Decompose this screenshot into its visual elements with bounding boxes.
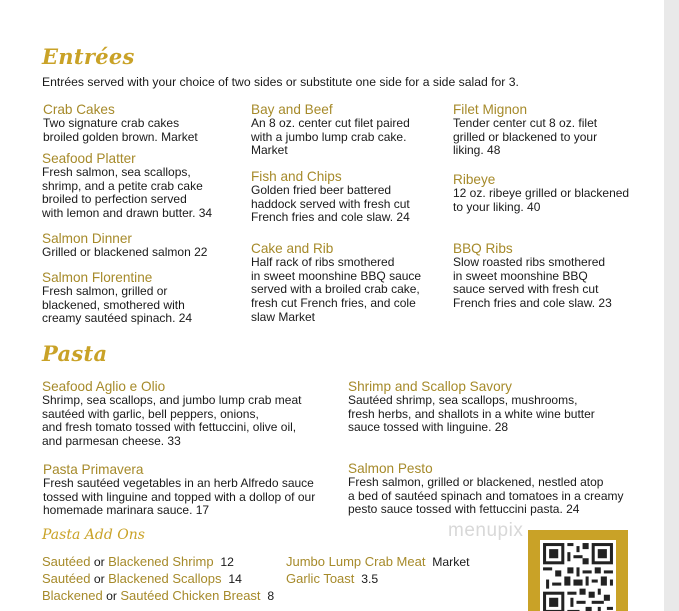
entrees-note: Entrées served with your choice of two sides or substitute one side for a side salad for 3. [42, 75, 519, 89]
item-desc: liking. 48 [453, 143, 501, 158]
menu-item-filet-mignon [453, 102, 597, 158]
item-desc: with lemon and drawn butter. 34 [42, 206, 213, 221]
item-name: Seafood Platter [42, 151, 136, 166]
addon-or: or [93, 572, 105, 586]
addon-chicken [42, 588, 274, 603]
item-desc: An 8 oz. center cut filet paired [251, 116, 410, 130]
item-desc: Market [251, 143, 288, 158]
item-desc: grilled or blackened to your [453, 129, 598, 144]
item-desc: French fries and cole slaw. 23 [453, 296, 612, 311]
item-desc: served with a broiled crab cake, [251, 282, 420, 297]
item-desc: Slow roasted ribs smothered [453, 255, 606, 269]
item-desc: blackened, smothered with [42, 297, 185, 312]
menu-item-ribeye [453, 172, 629, 214]
item-desc: shrimp, and a petite crab cake [42, 178, 203, 193]
item-desc: Grilled or blackened salmon 22 [42, 245, 208, 259]
item-name: Salmon Dinner [42, 231, 132, 246]
qr-code-icon [540, 540, 616, 611]
item-desc: Fresh salmon, grilled or blackened, nestled atop [348, 475, 604, 489]
item-desc: and parmesan cheese. 33 [42, 434, 181, 449]
addon-scallops [42, 571, 242, 586]
item-desc: creamy sautéed spinach. 24 [42, 311, 193, 326]
menu-item-salmon-dinner [42, 231, 207, 260]
addon-option: Sautéed [42, 554, 91, 569]
item-desc: Tender center cut 8 oz. filet [453, 116, 598, 130]
item-desc: a bed of sautéed spinach and tomatoes in a creamy [348, 488, 624, 503]
addon-or: or [106, 589, 117, 603]
addon-price: Market [432, 555, 470, 569]
item-desc: to your liking. 40 [453, 199, 541, 214]
item-desc: haddock served with fresh cut [251, 196, 410, 211]
watermark: menupix [448, 520, 524, 541]
menu-item-cake-and-rib [251, 241, 421, 325]
qr-code[interactable] [528, 530, 628, 611]
item-desc: Fresh sautéed vegetables in an herb Alfredo sauce [43, 476, 314, 490]
item-desc: 12 oz. ribeye grilled or blackened [453, 186, 630, 200]
page-edge [664, 0, 679, 611]
item-desc: sauce served with fresh cut [453, 282, 599, 297]
item-name: Seafood Aglio e Olio [42, 379, 166, 394]
menu-item-seafood-aglio-e-olio [42, 379, 301, 449]
addon-option: Sautéed Chicken Breast [120, 588, 261, 603]
item-desc: homemade marinara sauce. 17 [43, 503, 210, 518]
item-desc: Fresh salmon, sea scallops, [42, 165, 191, 179]
menu-item-fish-and-chips [251, 169, 410, 225]
item-desc: Two signature crab cakes [43, 116, 180, 130]
item-desc: in sweet moonshine BBQ [453, 268, 588, 283]
item-name: Fish and Chips [251, 169, 342, 184]
addon-option: Jumbo Lump Crab Meat [286, 554, 426, 569]
item-name: Shrimp and Scallop Savory [348, 379, 512, 394]
menu-item-shrimp-and-scallop-savory [348, 379, 595, 435]
addon-option: Blackened Shrimp [108, 554, 214, 569]
item-name: Bay and Beef [251, 102, 333, 117]
item-name: Filet Mignon [453, 102, 528, 117]
pasta-heading: Pasta [42, 341, 108, 366]
addon-price: 3.5 [361, 572, 379, 586]
addons-heading: Pasta Add Ons [42, 527, 145, 543]
addon-option: Garlic Toast [286, 571, 355, 586]
menu-item-pasta-primavera [43, 462, 315, 518]
addon-garlic-toast [286, 571, 378, 586]
addon-price: 12 [220, 555, 234, 569]
item-desc: slaw Market [251, 309, 316, 324]
item-desc: Sautéed shrimp, sea scallops, mushrooms, [348, 393, 578, 407]
item-desc: in sweet moonshine BBQ sauce [251, 268, 422, 283]
item-desc: and fresh tomato tossed with fettuccini, olive oil, [42, 420, 297, 435]
addon-price: 14 [228, 572, 242, 586]
item-desc: broiled golden brown. Market [43, 129, 198, 144]
addon-crab-meat [286, 554, 469, 569]
item-desc: Shrimp, sea scallops, and jumbo lump crab meat [42, 393, 302, 407]
item-desc: broiled to perfection served [42, 192, 187, 207]
addon-shrimp [42, 554, 234, 569]
addon-or: or [93, 555, 105, 569]
item-desc: Half rack of ribs smothered [251, 255, 395, 269]
item-desc: French fries and cole slaw. 24 [251, 210, 410, 225]
item-desc: pesto sauce tossed with fettuccini pasta. 24 [348, 502, 580, 517]
addon-option: Sautéed [42, 571, 91, 586]
item-name: Ribeye [453, 172, 496, 187]
item-desc: fresh herbs, and shallots in a white wine butter [348, 406, 595, 421]
addon-price: 8 [267, 589, 275, 603]
entrees-heading: Entrées [42, 44, 135, 69]
menu-item-seafood-platter [42, 151, 212, 221]
menu-item-bbq-ribs [453, 241, 612, 311]
item-desc: sautéed with garlic, bell peppers, onions, [42, 406, 259, 421]
menu-item-salmon-florentine [42, 270, 192, 326]
item-name: Salmon Florentine [42, 270, 153, 285]
menu-item-crab-cakes [43, 102, 198, 144]
item-desc: sauce tossed with linguine. 28 [348, 420, 509, 435]
item-desc: fresh cut French fries, and cole [251, 296, 416, 311]
item-desc: tossed with linguine and topped with a dollop of our [43, 489, 316, 504]
item-desc: with a jumbo lump crab cake. [251, 129, 407, 144]
addon-option: Blackened Scallops [108, 571, 222, 586]
item-desc: Fresh salmon, grilled or [42, 284, 168, 298]
item-name: Crab Cakes [43, 102, 115, 117]
addon-option: Blackened [42, 588, 103, 603]
item-name: Cake and Rib [251, 241, 334, 256]
item-desc: Golden fried beer battered [251, 183, 392, 197]
menu-item-salmon-pesto [348, 461, 624, 517]
item-name: BBQ Ribs [453, 241, 513, 256]
item-name: Salmon Pesto [348, 461, 433, 476]
item-name: Pasta Primavera [43, 462, 144, 477]
menu-item-bay-and-beef [251, 102, 410, 158]
